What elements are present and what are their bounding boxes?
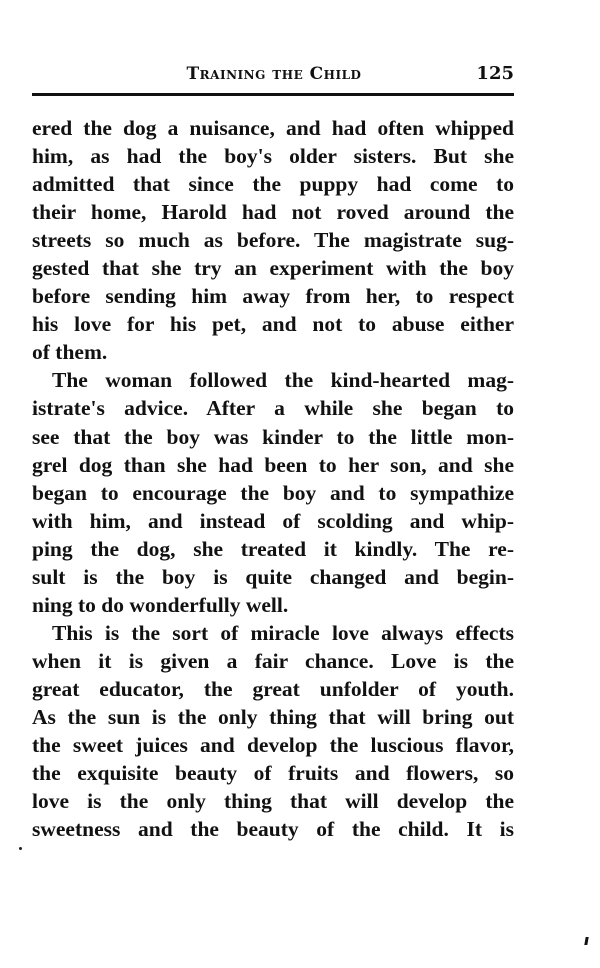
page-number: 125 [476,63,514,84]
text-line: when it is given a fair chance. Love is the [32,648,514,673]
text-line: him, as had the boy's older sisters. But she [32,144,514,169]
text-line: ning to do wonderfully well. [32,592,289,617]
text-line: the exquisite beauty of fruits and flowers, so [32,761,514,786]
text-line: streets so much as before. The magistrate sug- [32,228,514,253]
text-line: of them. [32,340,108,365]
text-line: As the sun is the only thing that will bring out [32,704,514,729]
text-line: the sweet juices and develop the luscious flavor, [32,733,514,758]
running-head [34,62,514,90]
text-line: istrate's advice. After a while she began to [32,396,514,421]
text-line: before sending him away from her, to respect [32,284,514,309]
text-line: gested that she try an experiment with the boy [32,256,514,281]
text-line: This is the sort of miracle love always effects [52,620,514,645]
text-line: great educator, the great unfolder of youth. [32,676,514,701]
text-line: love is the only thing that will develop the [32,789,514,814]
text-line: ered the dog a nuisance, and had often whipped [32,116,514,140]
text-line: The woman followed the kind-hearted mag- [52,368,514,393]
header-rule [32,93,514,96]
text-line: grel dog than she had been to her son, and she [32,452,514,477]
text-line: their home, Harold had not roved around the [32,200,514,225]
print-mark [584,937,588,945]
running-title: Training the Child [186,64,362,84]
text-line: with him, and instead of scolding and whip- [32,508,514,533]
text-line: began to encourage the boy and to sympathize [32,480,514,505]
text-line: admitted that since the puppy had come to [32,172,514,197]
text-line: ping the dog, she treated it kindly. The re- [32,536,514,561]
text-line: see that the boy was kinder to the little mon- [32,424,514,449]
text-line: sweetness and the beauty of the child. It is [32,817,514,842]
text-line: his love for his pet, and not to abuse either [32,312,514,337]
body-text [32,114,514,843]
print-speck [19,847,22,850]
text-line: sult is the boy is quite changed and begin- [32,564,514,589]
